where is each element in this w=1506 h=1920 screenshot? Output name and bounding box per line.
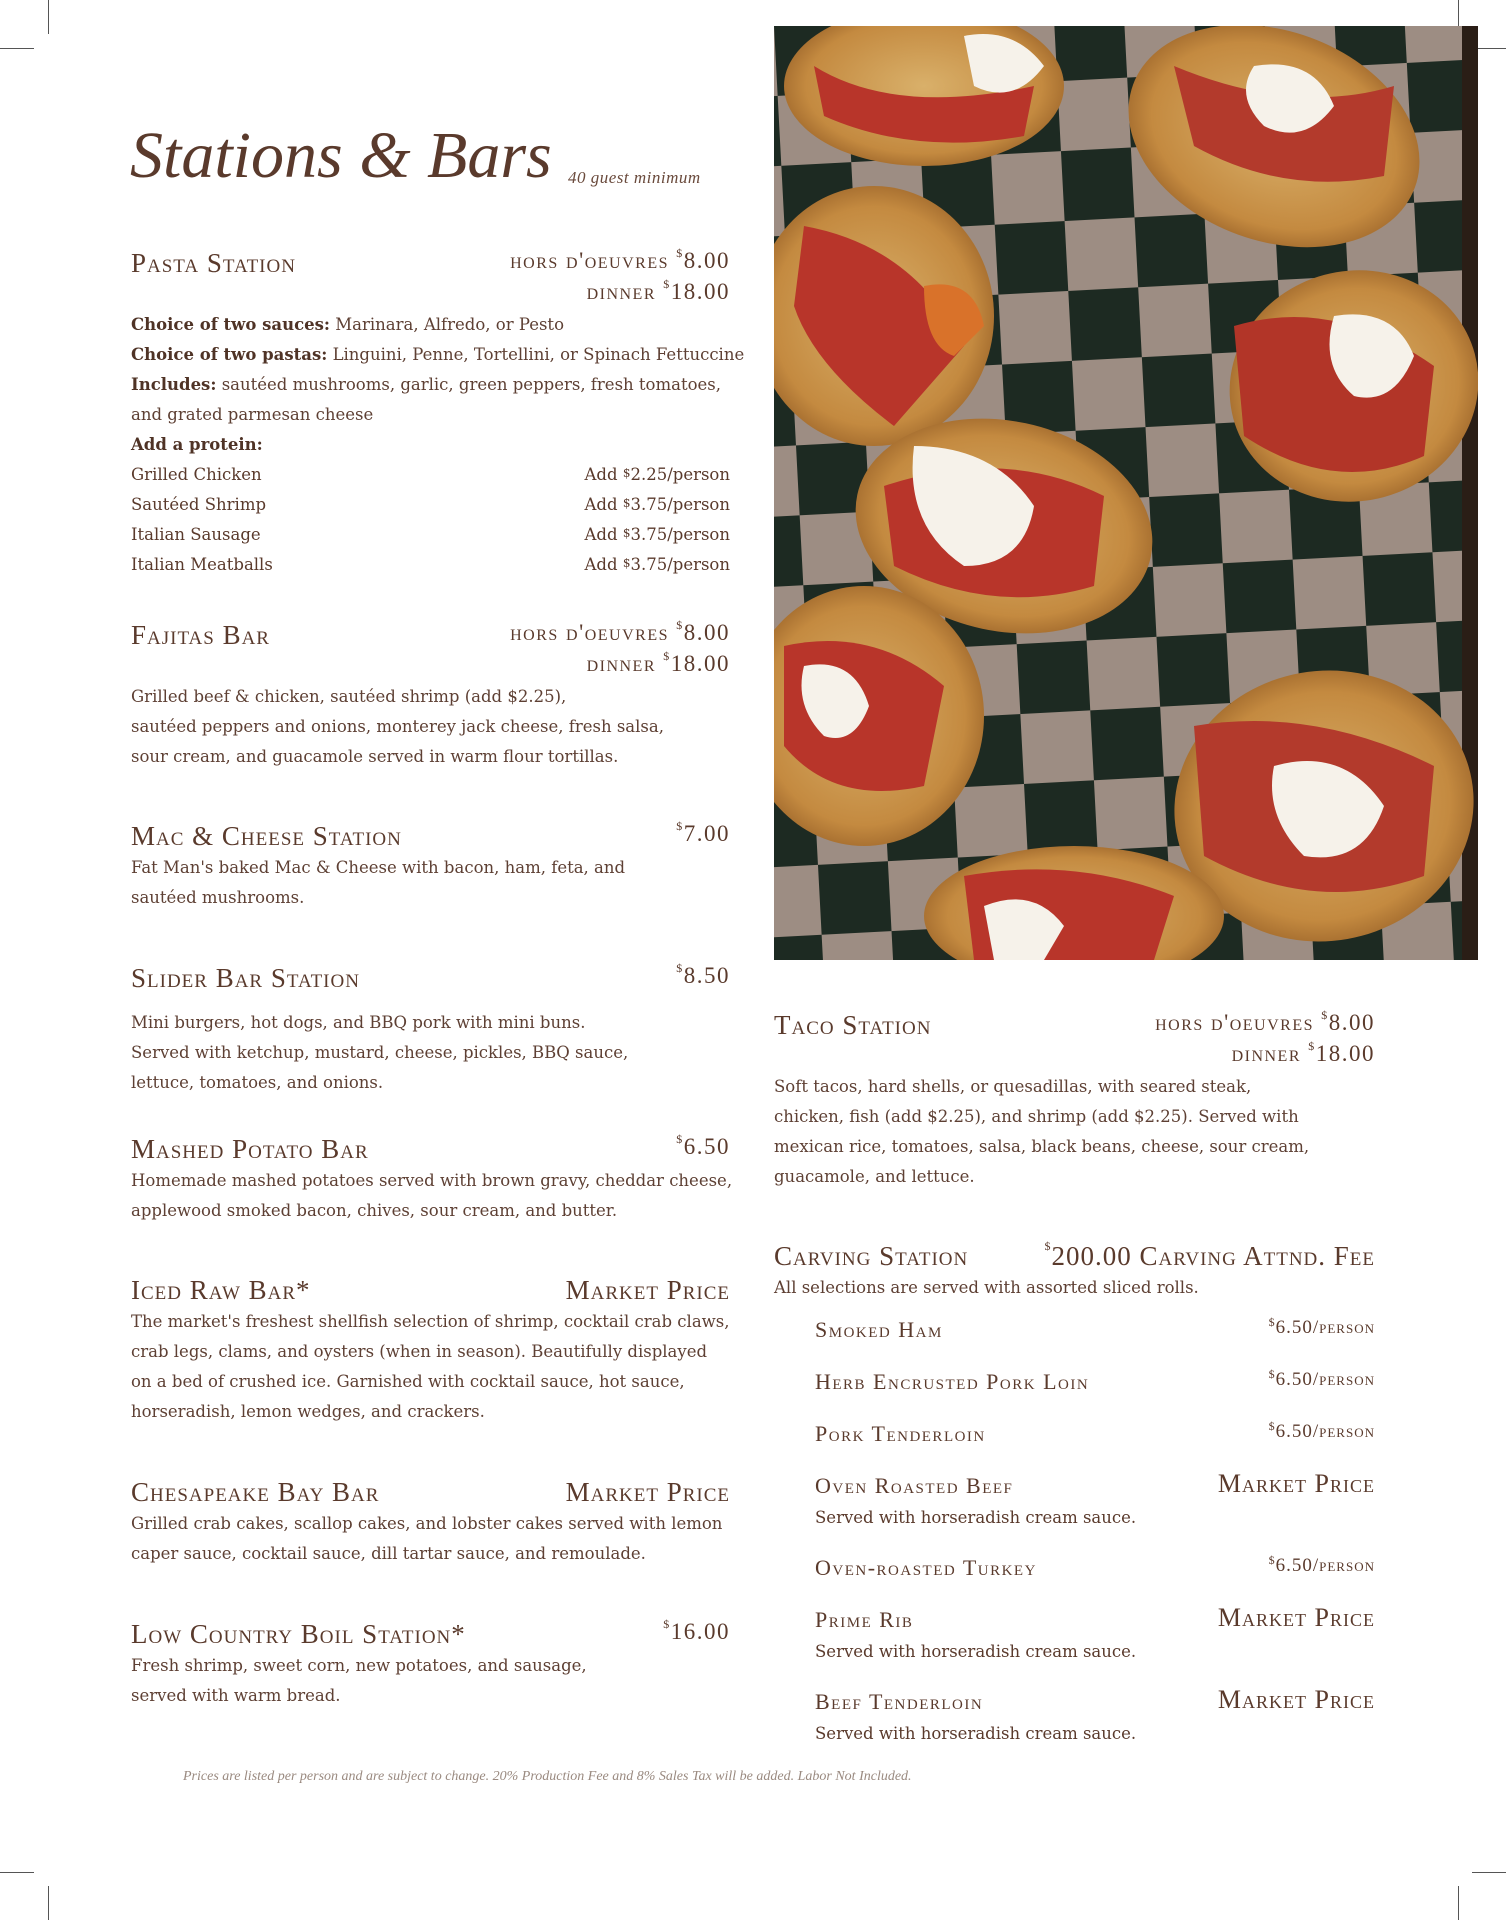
- carving-item-name: Oven Roasted Beef: [815, 1473, 1014, 1498]
- mac-cheese-station: [131, 821, 730, 913]
- crop-mark: [1458, 1886, 1459, 1920]
- section-title: Low Country Boil Station*: [131, 1619, 466, 1649]
- description-line: applewood smoked bacon, chives, sour cream, and butter.: [131, 1201, 618, 1220]
- dinner-price: dinner $18.00: [586, 277, 730, 304]
- mashed-potato-bar: [131, 1132, 733, 1226]
- includes-label: Includes:: [131, 375, 217, 394]
- section-price: Market Price: [565, 1477, 730, 1507]
- section-title: Slider Bar Station: [131, 963, 360, 993]
- description-line: on a bed of crushed ice. Garnished with cocktail sauce, hot sauce,: [131, 1372, 685, 1391]
- sauces-line: [131, 310, 730, 340]
- protein-price: Add $3.75/person: [584, 525, 730, 544]
- hors-doeuvres-price: hors d'oeuvres $8.00: [510, 618, 730, 645]
- includes-line-2: and grated parmesan cheese: [131, 405, 374, 424]
- taco-station: [774, 1010, 1375, 1192]
- description-line: horseradish, lemon wedges, and crackers.: [131, 1402, 485, 1421]
- carving-item-price: Market Price: [1217, 1469, 1375, 1498]
- protein-heading: [131, 430, 730, 460]
- hors-doeuvres-price: hors d'oeuvres $8.00: [510, 246, 730, 273]
- section-title: Taco Station: [774, 1010, 932, 1040]
- crop-mark: [0, 48, 34, 49]
- carving-item-price: Market Price: [1217, 1685, 1375, 1714]
- protein-name: Italian Sausage: [131, 525, 261, 544]
- carving-item-name: Pork Tenderloin: [815, 1421, 986, 1446]
- section-title: Iced Raw Bar*: [131, 1275, 311, 1305]
- description-line: Grilled crab cakes, scallop cakes, and lobster cakes served with lemon: [131, 1514, 723, 1533]
- carving-item: [815, 1555, 1375, 1585]
- description-line: sautéed peppers and onions, monterey jack cheese, fresh salsa,: [131, 717, 664, 736]
- protein-price: Add $3.75/person: [584, 555, 730, 574]
- description-line: mexican rice, tomatoes, salsa, black beans, cheese, sour cream,: [774, 1137, 1310, 1156]
- protein-name: Grilled Chicken: [131, 465, 262, 484]
- sauces-label: Choice of two sauces:: [131, 315, 331, 334]
- protein-price: Add $3.75/person: [584, 495, 730, 514]
- footer-disclaimer: Prices are listed per person and are subject to change. 20% Production Fee and 8% Sales Tax will be added. Labor Not Included.: [183, 1769, 912, 1784]
- description-line: chicken, fish (add $2.25), and shrimp (add $2.25). Served with: [774, 1107, 1299, 1126]
- section-price: $16.00: [663, 1617, 730, 1644]
- carving-station: [774, 1241, 1375, 1749]
- carving-item-note: Served with horseradish cream sauce.: [815, 1642, 1137, 1661]
- description-line: Fat Man's baked Mac & Cheese with bacon, ham, feta, and: [131, 858, 626, 877]
- crop-mark: [1472, 1872, 1506, 1873]
- section-price: $8.50: [676, 961, 730, 988]
- carving-item-name: Smoked Ham: [815, 1317, 943, 1342]
- carving-items: [815, 1317, 1375, 1749]
- food-photo: [774, 26, 1478, 960]
- guest-minimum: 40 guest minimum: [568, 168, 701, 187]
- description-line: crab legs, clams, and oysters (when in season). Beautifully displayed: [131, 1342, 708, 1361]
- carving-item-name: Prime Rib: [815, 1607, 914, 1632]
- section-price: Market Price: [565, 1275, 730, 1305]
- carving-fee: $200.00 Carving Attnd. Fee: [1044, 1239, 1375, 1271]
- description-line: sautéed mushrooms.: [131, 888, 305, 907]
- bruschetta-image: [774, 26, 1478, 960]
- dinner-price: dinner $18.00: [586, 649, 730, 676]
- description-line: served with warm bread.: [131, 1686, 341, 1705]
- description-line: Served with ketchup, mustard, cheese, pickles, BBQ sauce,: [131, 1043, 629, 1062]
- carving-item: [815, 1421, 1375, 1451]
- carving-item: [815, 1603, 1375, 1637]
- carving-item-note: Served with horseradish cream sauce.: [815, 1724, 1137, 1743]
- crop-mark: [0, 1872, 34, 1873]
- carving-item-name: Herb Encrusted Pork Loin: [815, 1369, 1090, 1394]
- protein-row: [131, 550, 730, 580]
- page-title: Stations & Bars: [130, 119, 552, 192]
- carving-item-price: $6.50/person: [1268, 1553, 1375, 1576]
- includes-text: sautéed mushrooms, garlic, green peppers, fresh tomatoes,: [216, 375, 721, 394]
- hors-doeuvres-price: hors d'oeuvres $8.00: [1155, 1008, 1375, 1035]
- slider-bar-station: [131, 963, 730, 1098]
- low-country-boil-station: [131, 1619, 730, 1711]
- section-price: $7.00: [676, 819, 730, 846]
- carving-note: All selections are served with assorted sliced rolls.: [774, 1278, 1199, 1297]
- description-line: guacamole, and lettuce.: [774, 1167, 975, 1186]
- protein-label: Add a protein:: [131, 435, 263, 454]
- carving-item-price: $6.50/person: [1268, 1419, 1375, 1442]
- carving-item: [815, 1317, 1375, 1347]
- protein-price: Add $2.25/person: [584, 465, 730, 484]
- carving-item: [815, 1469, 1375, 1503]
- section-title: Pasta Station: [131, 248, 296, 278]
- description-line: lettuce, tomatoes, and onions.: [131, 1073, 384, 1092]
- dinner-price: dinner $18.00: [1231, 1039, 1375, 1066]
- crop-mark: [48, 0, 49, 34]
- carving-item: [815, 1685, 1375, 1719]
- description-line: Fresh shrimp, sweet corn, new potatoes, and sausage,: [131, 1656, 587, 1675]
- section-title: Fajitas Bar: [131, 620, 270, 650]
- pasta-station: [131, 246, 745, 580]
- protein-name: Italian Meatballs: [131, 555, 273, 574]
- protein-row: [131, 460, 730, 490]
- crop-mark: [48, 1886, 49, 1920]
- description-line: sour cream, and guacamole served in warm flour tortillas.: [131, 747, 619, 766]
- description-line: caper sauce, cocktail sauce, dill tartar sauce, and remoulade.: [131, 1544, 646, 1563]
- section-price: $6.50: [676, 1132, 730, 1159]
- pastas-label: Choice of two pastas:: [131, 345, 328, 364]
- description-line: The market's freshest shellfish selection of shrimp, cocktail crab claws,: [131, 1312, 730, 1331]
- protein-row: [131, 490, 730, 520]
- includes-line: [131, 370, 730, 400]
- section-title: Mashed Potato Bar: [131, 1134, 369, 1164]
- pastas-text: Linguini, Penne, Tortellini, or Spinach Fettuccine: [327, 345, 745, 364]
- description-line: Mini burgers, hot dogs, and BBQ pork with mini buns.: [131, 1013, 586, 1032]
- section-title: Carving Station: [774, 1241, 969, 1271]
- section-title: Chesapeake Bay Bar: [131, 1477, 380, 1507]
- sauces-text: Marinara, Alfredo, or Pesto: [330, 315, 564, 334]
- description-line: Homemade mashed potatoes served with brown gravy, cheddar cheese,: [131, 1171, 733, 1190]
- carving-item-price: $6.50/person: [1268, 1315, 1375, 1338]
- carving-item: [815, 1369, 1375, 1399]
- chesapeake-bay-bar: [131, 1477, 730, 1569]
- description-line: Soft tacos, hard shells, or quesadillas, with seared steak,: [774, 1077, 1252, 1096]
- description-line: Grilled beef & chicken, sautéed shrimp (add $2.25),: [131, 687, 567, 706]
- protein-name: Sautéed Shrimp: [131, 495, 267, 514]
- carving-item-price: $6.50/person: [1268, 1367, 1375, 1390]
- carving-item-name: Beef Tenderloin: [815, 1689, 984, 1714]
- carving-item-note: Served with horseradish cream sauce.: [815, 1508, 1137, 1527]
- iced-raw-bar: [131, 1275, 730, 1427]
- pastas-line: [131, 340, 745, 370]
- section-title: Mac & Cheese Station: [131, 821, 402, 851]
- carving-item-price: Market Price: [1217, 1603, 1375, 1632]
- carving-item-name: Oven-roasted Turkey: [815, 1555, 1037, 1580]
- protein-row: [131, 520, 730, 550]
- fajitas-bar: [131, 620, 730, 772]
